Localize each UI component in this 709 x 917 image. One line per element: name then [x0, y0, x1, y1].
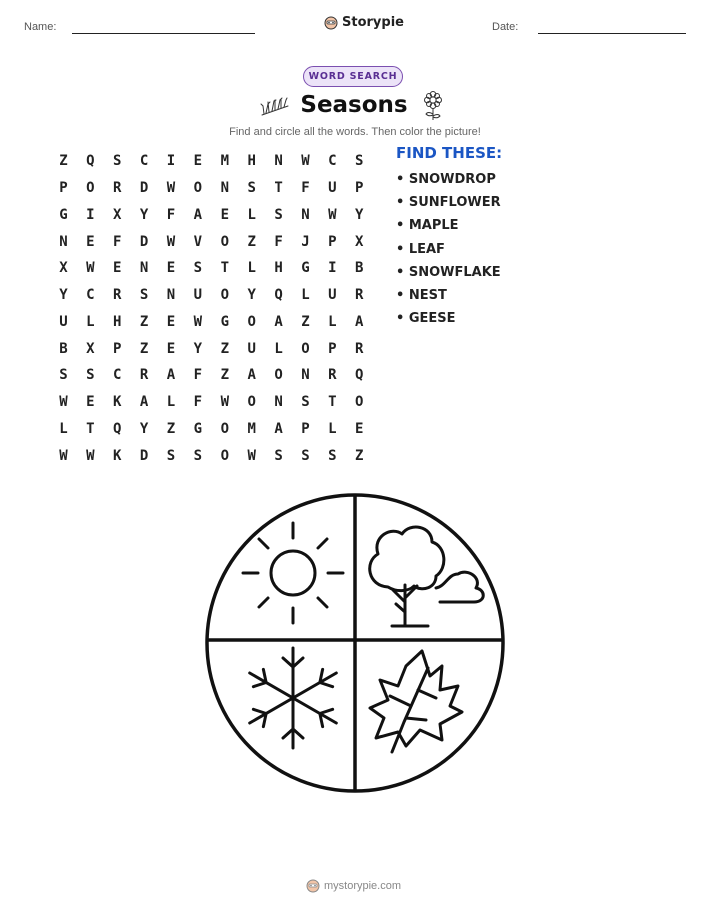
grid-letter[interactable]: Z — [139, 340, 149, 357]
grid-letter[interactable]: W — [247, 447, 256, 464]
grid-letter[interactable]: O — [355, 394, 364, 411]
grid-letter[interactable]: E — [166, 340, 176, 357]
grid-letter[interactable]: P — [59, 180, 68, 197]
grid-letter[interactable]: O — [247, 313, 256, 330]
grid-letter[interactable]: O — [301, 340, 310, 357]
grid-letter[interactable]: S — [355, 153, 364, 170]
grid-letter[interactable]: E — [220, 206, 229, 223]
grid-letter[interactable]: U — [328, 287, 337, 304]
grid-letter[interactable]: O — [274, 367, 283, 384]
grid-letter[interactable]: Z — [220, 340, 229, 357]
grid-letter[interactable]: R — [113, 180, 122, 197]
grid-letter[interactable]: I — [166, 153, 176, 170]
grid-letter[interactable]: U — [247, 340, 256, 357]
grid-letter[interactable]: U — [59, 313, 68, 330]
grid-letter[interactable]: O — [220, 287, 229, 304]
grid-letter[interactable]: N — [274, 394, 283, 411]
grid-letter[interactable]: W — [220, 394, 229, 411]
grid-letter[interactable]: H — [113, 313, 122, 330]
grid-letter[interactable]: B — [355, 260, 364, 277]
word-item: • SUNFLOWER — [396, 195, 501, 211]
grid-letter[interactable]: L — [328, 420, 337, 437]
word-item: • MAPLE — [396, 218, 459, 234]
word-item: • LEAF — [396, 241, 445, 257]
grid-letter[interactable]: Z — [301, 313, 310, 330]
word-list — [396, 171, 501, 333]
grid-letter[interactable]: F — [274, 233, 283, 250]
grid-letter[interactable]: C — [86, 287, 95, 304]
grid-letter[interactable]: B — [59, 340, 68, 357]
grid-letter[interactable]: Q — [113, 420, 122, 437]
grid-letter[interactable]: N — [274, 153, 283, 170]
grid-letter[interactable]: G — [193, 420, 203, 437]
grid-letter[interactable]: A — [355, 313, 364, 330]
grid-letter[interactable]: P — [328, 233, 337, 250]
grid-letter[interactable]: G — [301, 260, 310, 277]
grid-letter[interactable]: S — [247, 180, 256, 197]
grid-letter[interactable]: A — [193, 206, 203, 223]
grid-letter[interactable]: L — [166, 394, 176, 411]
grid-letter[interactable]: T — [86, 420, 95, 437]
grid-letter[interactable]: A — [139, 394, 149, 411]
snowflake-icon — [245, 648, 342, 748]
grid-letter[interactable]: R — [355, 287, 364, 304]
grid-letter[interactable]: Q — [86, 153, 95, 170]
grid-letter[interactable]: L — [86, 313, 95, 330]
grid-letter[interactable]: Z — [139, 313, 149, 330]
grid-letter[interactable]: D — [139, 233, 149, 250]
grid-letter[interactable]: W — [193, 313, 203, 330]
grid-letter[interactable]: X — [113, 206, 122, 223]
page-title: Seasons — [300, 92, 408, 118]
grid-letter[interactable]: S — [86, 367, 95, 384]
grid-letter[interactable]: F — [113, 233, 122, 250]
grid-letter[interactable]: S — [301, 447, 310, 464]
grid-letter[interactable]: A — [274, 420, 283, 437]
grid-letter[interactable]: H — [247, 153, 256, 170]
grid-letter[interactable]: W — [86, 260, 95, 277]
storypie-mascot-icon — [324, 16, 338, 30]
grid-letter[interactable]: L — [59, 420, 68, 437]
grid-letter[interactable]: W — [166, 233, 176, 250]
grid-letter[interactable]: X — [355, 233, 364, 250]
grid-letter[interactable]: E — [355, 420, 364, 437]
grid-letter[interactable]: Q — [274, 287, 283, 304]
grid-letter[interactable]: T — [328, 394, 337, 411]
grid-letter[interactable]: C — [139, 153, 149, 170]
grid-letter[interactable]: L — [247, 260, 256, 277]
maple-leaf-icon — [370, 651, 462, 752]
footer — [306, 879, 401, 893]
grid-letter[interactable]: A — [274, 313, 283, 330]
grid-letter[interactable]: W — [59, 394, 68, 411]
brand-name: Storypie — [342, 15, 404, 30]
grid-letter[interactable]: O — [86, 180, 95, 197]
footer-url[interactable]: mystorypie.com — [324, 880, 402, 892]
grid-letter[interactable]: N — [139, 260, 149, 277]
grid-letter[interactable]: R — [139, 367, 149, 384]
grid-letter[interactable]: D — [139, 447, 149, 464]
name-line[interactable] — [72, 33, 255, 34]
grid-letter[interactable]: C — [113, 367, 122, 384]
grid-letter[interactable]: S — [301, 394, 310, 411]
grid-letter[interactable]: Y — [139, 420, 149, 437]
grid-letter[interactable]: G — [59, 206, 68, 223]
grid-letter[interactable]: P — [355, 180, 364, 197]
grid-letter[interactable]: Y — [59, 287, 68, 304]
word-item: • SNOWFLAKE — [396, 264, 501, 280]
grid-letter[interactable]: O — [193, 180, 203, 197]
grid-letter[interactable]: O — [220, 233, 229, 250]
grid-letter[interactable]: F — [166, 206, 176, 223]
grid-letter[interactable]: E — [113, 260, 122, 277]
grid-letter[interactable]: L — [328, 313, 337, 330]
grid-letter[interactable]: I — [328, 260, 337, 277]
grid-letter[interactable]: M — [220, 153, 229, 170]
grid-letter[interactable]: J — [301, 233, 310, 250]
word-item: • GEESE — [396, 311, 456, 327]
grid-letter[interactable]: E — [193, 153, 203, 170]
grid-letter[interactable]: H — [274, 260, 283, 277]
grid-letter[interactable]: K — [113, 447, 122, 464]
flower-icon — [421, 90, 445, 122]
grid-letter[interactable]: N — [301, 206, 310, 223]
grid-letter[interactable]: R — [355, 340, 364, 357]
grid-letter[interactable]: N — [301, 367, 310, 384]
grid-letter[interactable]: S — [193, 447, 203, 464]
date-line[interactable] — [538, 33, 686, 34]
grid-letter[interactable]: L — [247, 206, 256, 223]
grid-letter[interactable]: U — [328, 180, 337, 197]
grid-letter[interactable]: F — [193, 367, 203, 384]
grid-letter[interactable]: C — [328, 153, 337, 170]
grid-letter[interactable]: Y — [355, 206, 364, 223]
grid-letter[interactable]: W — [301, 153, 310, 170]
seasons-coloring-picture[interactable] — [200, 490, 510, 800]
grid-letter[interactable]: P — [301, 420, 310, 437]
grid-letter[interactable]: R — [328, 367, 337, 384]
grid-letter[interactable]: P — [113, 340, 122, 357]
grid-letter[interactable]: E — [86, 233, 95, 250]
grid-letter[interactable]: Z — [59, 153, 68, 170]
grid-letter[interactable]: W — [166, 180, 176, 197]
grid-letter[interactable]: W — [59, 447, 68, 464]
grid-letter[interactable]: L — [274, 340, 283, 357]
word-item: • SNOWDROP — [396, 172, 496, 187]
grid-letter[interactable]: N — [59, 233, 68, 250]
name-label: Name: — [24, 21, 57, 33]
grid-letter[interactable]: P — [328, 340, 337, 357]
instructions: Find and circle all the words. Then color the picture! — [229, 126, 481, 138]
grid-letter[interactable]: Y — [139, 206, 149, 223]
grid-letter[interactable]: K — [113, 394, 122, 411]
date-label: Date: — [492, 21, 519, 33]
grid-letter[interactable]: N — [220, 180, 229, 197]
word-search-badge: WORD SEARCH — [303, 66, 403, 87]
grid-letter[interactable]: X — [59, 260, 68, 277]
grid-letter[interactable]: S — [113, 153, 122, 170]
grid-letter[interactable]: E — [166, 260, 176, 277]
letter-grid[interactable] — [50, 148, 373, 469]
grid-letter[interactable]: Z — [220, 367, 229, 384]
grid-letter[interactable]: L — [301, 287, 310, 304]
grid-letter[interactable]: R — [113, 287, 122, 304]
grid-letter[interactable]: A — [247, 367, 256, 384]
grid-letter[interactable]: Y — [247, 287, 256, 304]
grid-letter[interactable]: T — [220, 260, 229, 277]
grid-letter[interactable]: Q — [355, 367, 364, 384]
grid-letter[interactable]: I — [86, 206, 95, 223]
grid-letter[interactable]: W — [86, 447, 95, 464]
grid-letter[interactable]: N — [166, 287, 176, 304]
storypie-mascot-icon — [306, 879, 320, 893]
grid-letter[interactable]: V — [193, 233, 203, 250]
grid-letter[interactable]: F — [301, 180, 310, 197]
grid-letter[interactable]: Z — [166, 420, 176, 437]
grid-letter[interactable]: A — [166, 367, 176, 384]
grid-letter[interactable]: Z — [355, 447, 364, 464]
grid-letter[interactable]: E — [166, 313, 176, 330]
tree-icon — [370, 527, 484, 626]
grid-letter[interactable]: G — [220, 313, 229, 330]
grid-letter[interactable]: X — [86, 340, 95, 357]
grid-letter[interactable]: E — [86, 394, 95, 411]
grid-letter[interactable]: W — [328, 206, 337, 223]
grid-letter[interactable]: Z — [247, 233, 256, 250]
word-item: • NEST — [396, 287, 447, 303]
grid-letter[interactable]: S — [274, 206, 283, 223]
grid-letter[interactable]: T — [274, 180, 283, 197]
grid-letter[interactable]: O — [220, 447, 229, 464]
grid-letter[interactable]: O — [247, 394, 256, 411]
grid-letter[interactable]: S — [274, 447, 283, 464]
grid-letter[interactable]: S — [328, 447, 337, 464]
brand-logo — [324, 15, 404, 30]
grid-letter[interactable]: S — [193, 260, 203, 277]
find-these-heading: FIND THESE: — [396, 144, 503, 162]
grid-letter[interactable]: D — [139, 180, 149, 197]
grid-letter[interactable]: S — [166, 447, 176, 464]
grid-letter[interactable]: U — [193, 287, 203, 304]
grid-letter[interactable]: O — [220, 420, 229, 437]
grid-letter[interactable]: S — [139, 287, 149, 304]
grid-letter[interactable]: M — [247, 420, 256, 437]
grid-letter[interactable]: Y — [193, 340, 203, 357]
grid-letter[interactable]: F — [193, 394, 203, 411]
grid-letter[interactable]: S — [59, 367, 68, 384]
sun-icon — [243, 523, 343, 623]
